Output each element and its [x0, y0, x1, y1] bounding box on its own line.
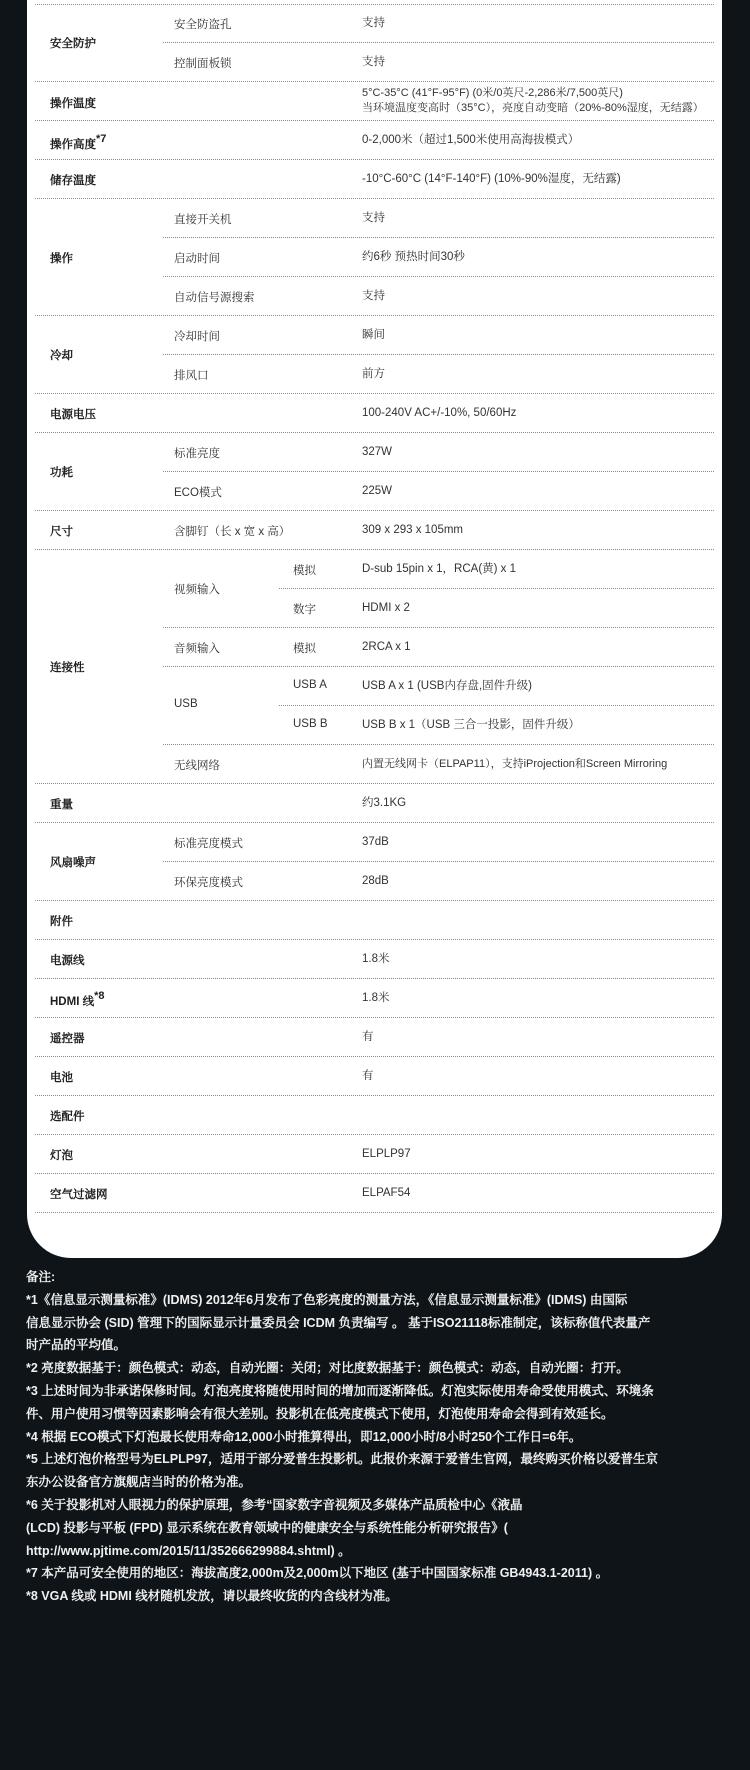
usb-b-value: USB B x 1（USB 三合一投影，固件升级）	[362, 719, 580, 731]
hdmi-value: 1.8米	[362, 992, 390, 1004]
panel-lock-value: 支持	[362, 56, 385, 68]
audio-in-label: 音频输入	[174, 643, 220, 655]
std-brightness-label: 标准亮度	[174, 448, 220, 460]
eco-mode-label: 环保亮度模式	[174, 877, 243, 889]
power-title: 功耗	[50, 467, 73, 479]
note-line: 件、用户使用习惯等因素影响会有很大差别。投影机在低亮度模式下使用，灯泡使用寿命会得到有效延长。	[26, 1406, 614, 1421]
options-title: 选配件	[50, 1111, 85, 1123]
accessories-title: 附件	[50, 916, 73, 928]
direct-power-value: 支持	[362, 212, 385, 224]
note-line: *5 上述灯泡价格型号为ELPLP97，适用于部分爱普生投影机。此报价来源于爱普生官网，最终购买价格以爱普生京	[26, 1452, 658, 1467]
filter-title: 空气过滤网	[50, 1189, 108, 1201]
exhaust-value: 前方	[362, 368, 385, 380]
note-line: 信息显示协会 (SID) 管理下的国际显示计量委员会 ICDM 负责编写 。 基于ISO21118标准制定，该标称值代表量产	[26, 1315, 651, 1330]
direct-power-label: 直接开关机	[174, 214, 232, 226]
usb-label: USB	[174, 698, 198, 710]
note-line: *6 关于投影机对人眼视力的保护原理，参考“国家数字音视频及多媒体产品质检中心《液晶	[26, 1497, 523, 1512]
filter-value: ELPAF54	[362, 1187, 411, 1199]
video-digital-value: HDMI x 2	[362, 602, 410, 614]
note-line: *3 上述时间为非承诺保修时间。灯泡亮度将随使用时间的增加而逐渐降低。灯泡实际使用寿命受使用模式、环境条	[26, 1383, 654, 1398]
video-analog-label: 模拟	[293, 565, 316, 577]
startup-label: 启动时间	[174, 253, 220, 265]
std-mode-label: 标准亮度模式	[174, 838, 243, 850]
op-temp-value-1: 5°C-35°C (41°F-95°F) (0米/0英尺-2,286米/7,500英尺)	[362, 87, 623, 99]
spec-table-card	[27, 0, 722, 1258]
op-alt-title-text: 操作高度	[50, 138, 96, 151]
op-alt-title	[50, 134, 106, 152]
security-title: 安全防护	[50, 38, 96, 50]
storage-temp-title: 储存温度	[50, 175, 96, 187]
power-cord-title: 电源线	[50, 955, 85, 967]
startup-value: 约6秒 预热时间30秒	[362, 251, 465, 263]
storage-temp-value: -10°C-60°C (14°F-140°F) (10%-90%湿度，无结露)	[362, 173, 621, 185]
cooling-title: 冷却	[50, 350, 73, 362]
eco-mode-value: 28dB	[362, 875, 389, 887]
std-mode-value: 37dB	[362, 836, 389, 848]
video-in-label: 视频输入	[174, 584, 220, 596]
notes-heading: 备注:	[26, 1270, 56, 1284]
auto-source-value: 支持	[362, 290, 385, 302]
operation-title: 操作	[50, 253, 73, 265]
voltage-title: 电源电压	[50, 409, 96, 421]
weight-title: 重量	[50, 799, 73, 811]
size-value: 309 x 293 x 105mm	[362, 524, 464, 536]
security-lock-label: 安全防盗孔	[174, 19, 232, 31]
connect-title: 连接性	[50, 662, 85, 674]
wireless-label: 无线网络	[174, 760, 220, 772]
usb-a-label: USB A	[293, 679, 327, 691]
remote-title: 遥控器	[50, 1033, 85, 1045]
op-alt-value: 0-2,000米（超过1,500米使用高海拔模式）	[362, 134, 580, 146]
panel-lock-label: 控制面板锁	[174, 58, 232, 70]
note-line: (LCD) 投影与平板 (FPD) 显示系统在教育领域中的健康安全与系统性能分析研究报告》(	[26, 1520, 508, 1535]
op-alt-footnote: *7	[96, 133, 107, 145]
std-brightness-value: 327W	[362, 446, 393, 458]
battery-title: 电池	[50, 1072, 73, 1084]
usb-b-label: USB B	[293, 718, 328, 730]
note-line: *4 根据 ECO模式下灯泡最长使用寿命12,000小时推算得出，即12,000小时/8小时250个工作日=6年。	[26, 1429, 582, 1444]
cooldown-label: 冷却时间	[174, 331, 220, 343]
audio-analog-value: 2RCA x 1	[362, 641, 411, 653]
note-line: *1《信息显示测量标准》(IDMS) 2012年6月发布了色彩亮度的测量方法，《信息显示测量标准》(IDMS) 由国际	[26, 1292, 628, 1307]
voltage-value: 100-240V AC+/-10%, 50/60Hz	[362, 407, 517, 419]
lamp-title: 灯泡	[50, 1150, 73, 1162]
eco-label: ECO模式	[174, 487, 222, 499]
video-analog-value: D-sub 15pin x 1，RCA(黄) x 1	[362, 563, 517, 575]
note-line: *8 VGA 线或 HDMI 线材随机发放，请以最终收货的内含线材为准。	[26, 1589, 398, 1604]
eco-value: 225W	[362, 485, 393, 497]
security-lock-value: 支持	[362, 17, 385, 29]
video-digital-label: 数字	[293, 604, 316, 616]
auto-source-label: 自动信号源搜索	[174, 292, 255, 304]
note-line: *7 本产品可安全使用的地区：海拔高度2,000m及2,000m以下地区 (基于中国国家标准 GB4943.1-2011) 。	[26, 1566, 609, 1581]
hdmi-title	[50, 991, 105, 1009]
note-line[interactable]: http://www.pjtime.com/2015/11/352666299884.shtml) 。	[26, 1543, 351, 1558]
hdmi-title-text: HDMI 线	[50, 995, 95, 1008]
note-line: 时产品的平均值。	[26, 1338, 127, 1353]
size-title: 尺寸	[50, 526, 73, 538]
cooldown-value: 瞬间	[362, 329, 385, 341]
battery-value: 有	[362, 1070, 374, 1082]
op-temp-title: 操作温度	[50, 98, 96, 110]
footnotes	[26, 1266, 726, 1608]
power-cord-value: 1.8米	[362, 953, 390, 965]
weight-value: 约3.1KG	[362, 797, 407, 809]
remote-value: 有	[362, 1031, 374, 1043]
lamp-value: ELPLP97	[362, 1148, 411, 1160]
note-line: *2 亮度数据基于：颜色模式：动态，自动光圈：关闭；对比度数据基于：颜色模式：动态，自动光圈：打开。	[26, 1361, 629, 1376]
op-temp-value-2: 当环境温度变高时（35°C），亮度自动变暗（20%-80%湿度，无结露）	[362, 102, 704, 114]
note-line: 东办公设备官方旗舰店当时的价格为准。	[26, 1475, 252, 1490]
audio-analog-label: 模拟	[293, 643, 316, 655]
usb-a-value: USB A x 1 (USB内存盘,固件升级)	[362, 680, 532, 692]
size-label: 含脚钉（长 x 宽 x 高）	[174, 526, 291, 538]
wireless-value: 内置无线网卡（ELPAP11），支持iProjection和Screen Mirroring	[362, 758, 668, 770]
noise-title: 风扇噪声	[50, 857, 96, 869]
exhaust-label: 排风口	[174, 370, 209, 382]
hdmi-footnote: *8	[94, 990, 105, 1002]
